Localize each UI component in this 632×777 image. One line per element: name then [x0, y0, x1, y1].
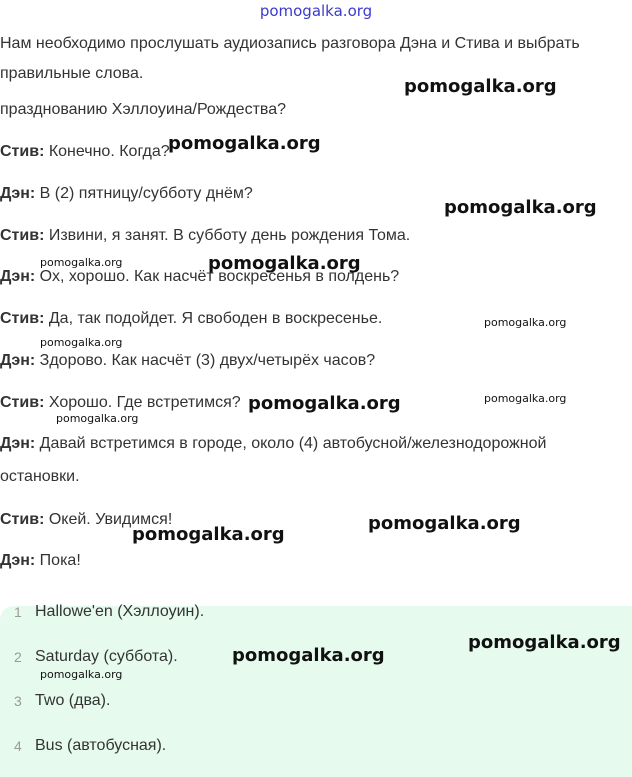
speaker: Дэн: — [0, 552, 36, 569]
speaker: Стив: — [0, 394, 45, 411]
utterance: Пока! — [35, 552, 81, 569]
utterance: Ох, хорошо. Как насчёт воскресенья в полдень? — [35, 268, 400, 285]
speaker: Дэн: — [0, 435, 36, 452]
utterance: Давай встретимся в городе, около (4) автобусной/железнодорожной — [35, 435, 547, 452]
utterance: Конечно. Когда? — [44, 143, 170, 160]
answer-text: Hallowe'en (Хэллоуин). — [35, 603, 205, 620]
answer-text: Two (два). — [35, 692, 111, 709]
dialogue-continuation: остановки. — [0, 468, 80, 485]
speaker: Стив: — [0, 310, 45, 327]
speaker: Дэн: — [0, 352, 36, 369]
speaker: Стив: — [0, 143, 45, 160]
watermark: pomogalka.org — [368, 513, 521, 534]
dialogue-line — [0, 393, 241, 413]
dialogue-line — [0, 551, 81, 571]
dialogue-line — [0, 434, 546, 454]
utterance: Извини, я занят. В субботу день рождения Тома. — [44, 227, 411, 244]
speaker: Дэн: — [0, 268, 36, 285]
watermark: pomogalka.org — [404, 76, 557, 97]
instruction-line-1: Нам необходимо прослушать аудиозапись разговора Дэна и Стива и выбрать — [0, 35, 580, 52]
speaker: Дэн: — [0, 185, 36, 202]
dialogue-line — [0, 184, 253, 204]
utterance: Да, так подойдет. Я свободен в воскресенье. — [44, 310, 383, 327]
speaker: Стив: — [0, 511, 45, 528]
dialogue-line — [0, 100, 286, 120]
watermark: pomogalka.org — [56, 412, 139, 425]
utterance: Здорово. Как насчёт (3) двух/четырёх часов? — [35, 352, 376, 369]
watermark: pomogalka.org — [40, 668, 123, 681]
answer-number: 2 — [14, 649, 22, 665]
utterance: празднованию Хэллоуина/Рождества? — [0, 101, 287, 118]
answer-number: 4 — [14, 738, 22, 754]
dialogue-line — [0, 226, 410, 246]
watermark: pomogalka.org — [484, 392, 567, 405]
watermark: pomogalka.org — [40, 336, 123, 349]
utterance: В (2) пятницу/субботу днём? — [35, 185, 253, 202]
dialogue-line — [0, 351, 375, 371]
watermark: pomogalka.org — [248, 393, 401, 414]
dialogue-line — [0, 309, 382, 329]
header-watermark: pomogalka.org — [259, 2, 373, 20]
dialogue-line — [0, 142, 170, 162]
utterance: Окей. Увидимся! — [44, 511, 173, 528]
instruction-line-2: правильные слова. — [0, 65, 144, 82]
answer-number: 1 — [14, 604, 22, 620]
watermark: pomogalka.org — [40, 256, 123, 269]
utterance: Хорошо. Где встретимся? — [44, 394, 241, 411]
watermark: pomogalka.org — [232, 645, 385, 666]
watermark: pomogalka.org — [168, 133, 321, 154]
watermark: pomogalka.org — [468, 632, 621, 653]
watermark: pomogalka.org — [484, 316, 567, 329]
watermark: pomogalka.org — [208, 253, 361, 274]
answer-text: Bus (автобусная). — [35, 737, 167, 754]
watermark: pomogalka.org — [444, 197, 597, 218]
answer-text: Saturday (суббота). — [35, 648, 178, 665]
watermark: pomogalka.org — [132, 524, 285, 545]
speaker: Стив: — [0, 227, 45, 244]
answer-number: 3 — [14, 693, 22, 709]
